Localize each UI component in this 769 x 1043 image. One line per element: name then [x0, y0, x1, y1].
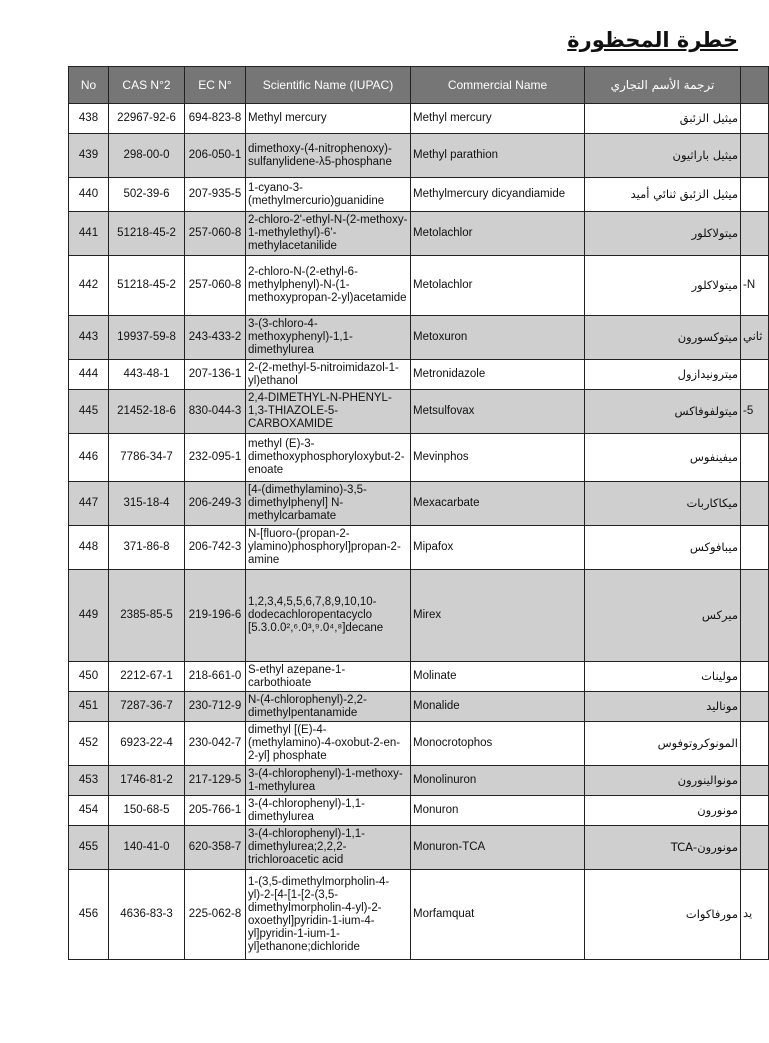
cell-extra: -N [741, 256, 769, 316]
cell-arabic-name: ميتولاكلور [585, 212, 741, 256]
table-row [69, 796, 769, 826]
cell-cas: 4636-83-3 [109, 870, 185, 960]
cell-ec: 225-062-8 [185, 870, 246, 960]
cell-scientific-name: 1-cyano-3-(methylmercurio)guanidine [246, 178, 411, 212]
cell-extra [741, 662, 769, 692]
cell-commercial-name: Mevinphos [411, 434, 585, 482]
cell-no: 441 [69, 212, 109, 256]
cell-cas: 7786-34-7 [109, 434, 185, 482]
cell-scientific-name: 3-(4-chlorophenyl)-1-methoxy-1-methylurea [246, 766, 411, 796]
cell-arabic-name: ميثيل باراثيون [585, 134, 741, 178]
cell-no: 444 [69, 360, 109, 390]
cell-ec: 206-249-3 [185, 482, 246, 526]
cell-cas: 6923-22-4 [109, 722, 185, 766]
cell-commercial-name: Monocrotophos [411, 722, 585, 766]
table-row [69, 360, 769, 390]
cell-no: 456 [69, 870, 109, 960]
cell-scientific-name: N-[fluoro-(propan-2-ylamino)phosphoryl]propan-2-amine [246, 526, 411, 570]
cell-arabic-name: مورفاكوات [585, 870, 741, 960]
table-row [69, 826, 769, 870]
table-row [69, 434, 769, 482]
cell-scientific-name: Methyl mercury [246, 104, 411, 134]
cell-no: 439 [69, 134, 109, 178]
cell-commercial-name: Metronidazole [411, 360, 585, 390]
cell-ec: 694-823-8 [185, 104, 246, 134]
cell-arabic-name: موناليد [585, 692, 741, 722]
cell-scientific-name: 1-(3,5-dimethylmorpholin-4-yl)-2-[4-[1-[2-(3,5-dimethylmorpholin-4-yl)-2-oxoethyl]pyridin-1-ium-4-yl]pyridin-1-ium-1-yl]ethanone;dichloride [246, 870, 411, 960]
table-row [69, 692, 769, 722]
cell-scientific-name: 2-chloro-2'-ethyl-N-(2-methoxy-1-methylethyl)-6'-methylacetanilide [246, 212, 411, 256]
table-row [69, 722, 769, 766]
cell-arabic-name: المونوكروتوفوس [585, 722, 741, 766]
cell-scientific-name: N-(4-chlorophenyl)-2,2-dimethylpentanamide [246, 692, 411, 722]
cell-ec: 230-712-9 [185, 692, 246, 722]
cell-no: 445 [69, 390, 109, 434]
table-row [69, 316, 769, 360]
cell-ec: 243-433-2 [185, 316, 246, 360]
cell-scientific-name: dimethoxy-(4-nitrophenoxy)-sulfanylidene-λ5-phosphane [246, 134, 411, 178]
cell-no: 454 [69, 796, 109, 826]
cell-extra: يد [741, 870, 769, 960]
cell-extra [741, 360, 769, 390]
cell-scientific-name: 1,2,3,4,5,5,6,7,8,9,10,10-dodecachloropentacyclo [5.3.0.0²,⁶.0³,⁹.0⁴,⁸]decane [246, 570, 411, 662]
table-row [69, 526, 769, 570]
cell-commercial-name: Metsulfovax [411, 390, 585, 434]
table-row [69, 390, 769, 434]
cell-no: 451 [69, 692, 109, 722]
cell-scientific-name: 3-(4-chlorophenyl)-1,1-dimethylurea;2,2,2-trichloroacetic acid [246, 826, 411, 870]
table-row [69, 570, 769, 662]
cell-scientific-name: 3-(4-chlorophenyl)-1,1-dimethylurea [246, 796, 411, 826]
cell-commercial-name: Metolachlor [411, 256, 585, 316]
cell-extra [741, 570, 769, 662]
cell-ec: 257-060-8 [185, 212, 246, 256]
cell-arabic-name: ميفينفوس [585, 434, 741, 482]
table-row [69, 870, 769, 960]
cell-arabic-name: مولينات [585, 662, 741, 692]
cell-commercial-name: Mexacarbate [411, 482, 585, 526]
cell-ec: 620-358-7 [185, 826, 246, 870]
cell-arabic-name: ميثيل الزئبق [585, 104, 741, 134]
cell-no: 453 [69, 766, 109, 796]
cell-scientific-name: 2,4-DIMETHYL-N-PHENYL-1,3-THIAZOLE-5-CARBOXAMIDE [246, 390, 411, 434]
cell-no: 440 [69, 178, 109, 212]
cell-extra [741, 178, 769, 212]
cell-no: 443 [69, 316, 109, 360]
cell-scientific-name: methyl (E)-3-dimethoxyphosphoryloxybut-2-enoate [246, 434, 411, 482]
cell-cas: 2212-67-1 [109, 662, 185, 692]
cell-no: 450 [69, 662, 109, 692]
cell-arabic-name: ميتولفوفاكس [585, 390, 741, 434]
cell-no: 448 [69, 526, 109, 570]
header-no: No [69, 67, 109, 104]
header-ec: EC N° [185, 67, 246, 104]
cell-ec: 257-060-8 [185, 256, 246, 316]
cell-no: 447 [69, 482, 109, 526]
cell-cas: 1746-81-2 [109, 766, 185, 796]
cell-arabic-name: مونورون [585, 796, 741, 826]
cell-commercial-name: Metoxuron [411, 316, 585, 360]
cell-scientific-name: S-ethyl azepane-1-carbothioate [246, 662, 411, 692]
table-row [69, 766, 769, 796]
cell-ec: 830-044-3 [185, 390, 246, 434]
cell-commercial-name: Molinate [411, 662, 585, 692]
header-cas: CAS N°2 [109, 67, 185, 104]
cell-extra [741, 134, 769, 178]
cell-commercial-name: Mirex [411, 570, 585, 662]
table-row [69, 482, 769, 526]
cell-scientific-name: 2-chloro-N-(2-ethyl-6-methylphenyl)-N-(1-methoxypropan-2-yl)acetamide [246, 256, 411, 316]
cell-commercial-name: Methyl parathion [411, 134, 585, 178]
cell-commercial-name: Monolinuron [411, 766, 585, 796]
cell-cas: 51218-45-2 [109, 256, 185, 316]
cell-cas: 371-86-8 [109, 526, 185, 570]
cell-commercial-name: Monalide [411, 692, 585, 722]
cell-commercial-name: Methylmercury dicyandiamide [411, 178, 585, 212]
cell-no: 442 [69, 256, 109, 316]
cell-arabic-name: ميكاكاربات [585, 482, 741, 526]
page-title: خطرة المحظورة [567, 28, 738, 52]
cell-cas: 22967-92-6 [109, 104, 185, 134]
cell-ec: 206-050-1 [185, 134, 246, 178]
cell-ec: 219-196-6 [185, 570, 246, 662]
cell-extra [741, 796, 769, 826]
table-row [69, 104, 769, 134]
cell-arabic-name: ميبافوكس [585, 526, 741, 570]
cell-extra [741, 692, 769, 722]
cell-extra [741, 104, 769, 134]
cell-cas: 502-39-6 [109, 178, 185, 212]
cell-ec: 232-095-1 [185, 434, 246, 482]
cell-extra [741, 766, 769, 796]
cell-arabic-name: مونورون-TCA [585, 826, 741, 870]
cell-cas: 315-18-4 [109, 482, 185, 526]
cell-cas: 21452-18-6 [109, 390, 185, 434]
cell-cas: 7287-36-7 [109, 692, 185, 722]
cell-cas: 19937-59-8 [109, 316, 185, 360]
cell-extra: ثاني [741, 316, 769, 360]
cell-extra [741, 434, 769, 482]
header-scientific-name: Scientific Name (IUPAC) [246, 67, 411, 104]
cell-scientific-name: [4-(dimethylamino)-3,5-dimethylphenyl] N-methylcarbamate [246, 482, 411, 526]
table-row [69, 212, 769, 256]
cell-cas: 443-48-1 [109, 360, 185, 390]
cell-arabic-name: ميتولاكلور [585, 256, 741, 316]
cell-ec: 218-661-0 [185, 662, 246, 692]
cell-scientific-name: 3-(3-chloro-4-methoxyphenyl)-1,1-dimethylurea [246, 316, 411, 360]
cell-arabic-name: ميتوكسورون [585, 316, 741, 360]
cell-no: 446 [69, 434, 109, 482]
cell-extra [741, 482, 769, 526]
cell-commercial-name: Methyl mercury [411, 104, 585, 134]
table-row [69, 134, 769, 178]
header-commercial-name: Commercial Name [411, 67, 585, 104]
cell-arabic-name: ميثيل الزئبق ثنائي أميد [585, 178, 741, 212]
cell-cas: 298-00-0 [109, 134, 185, 178]
header-extra [741, 67, 769, 104]
cell-no: 438 [69, 104, 109, 134]
cell-extra [741, 212, 769, 256]
cell-commercial-name: Metolachlor [411, 212, 585, 256]
table-row [69, 256, 769, 316]
cell-ec: 230-042-7 [185, 722, 246, 766]
cell-ec: 205-766-1 [185, 796, 246, 826]
cell-ec: 207-935-5 [185, 178, 246, 212]
table-row [69, 178, 769, 212]
cell-no: 449 [69, 570, 109, 662]
cell-no: 455 [69, 826, 109, 870]
cell-ec: 207-136-1 [185, 360, 246, 390]
cell-commercial-name: Monuron [411, 796, 585, 826]
cell-cas: 140-41-0 [109, 826, 185, 870]
table-row [69, 662, 769, 692]
table-header-row [69, 67, 769, 104]
cell-commercial-name: Morfamquat [411, 870, 585, 960]
cell-cas: 2385-85-5 [109, 570, 185, 662]
cell-cas: 150-68-5 [109, 796, 185, 826]
chemicals-table [68, 66, 769, 960]
cell-commercial-name: Mipafox [411, 526, 585, 570]
header-arabic-name: ترجمة الأسم التجاري [585, 67, 741, 104]
cell-arabic-name: ميترونيدازول [585, 360, 741, 390]
cell-ec: 217-129-5 [185, 766, 246, 796]
cell-arabic-name: ميركس [585, 570, 741, 662]
cell-commercial-name: Monuron-TCA [411, 826, 585, 870]
cell-arabic-name: مونوالينورون [585, 766, 741, 796]
cell-extra [741, 722, 769, 766]
cell-extra [741, 826, 769, 870]
cell-cas: 51218-45-2 [109, 212, 185, 256]
cell-ec: 206-742-3 [185, 526, 246, 570]
cell-extra [741, 526, 769, 570]
cell-scientific-name: dimethyl [(E)-4-(methylamino)-4-oxobut-2-en-2-yl] phosphate [246, 722, 411, 766]
cell-no: 452 [69, 722, 109, 766]
cell-scientific-name: 2-(2-methyl-5-nitroimidazol-1-yl)ethanol [246, 360, 411, 390]
cell-extra: -5 [741, 390, 769, 434]
